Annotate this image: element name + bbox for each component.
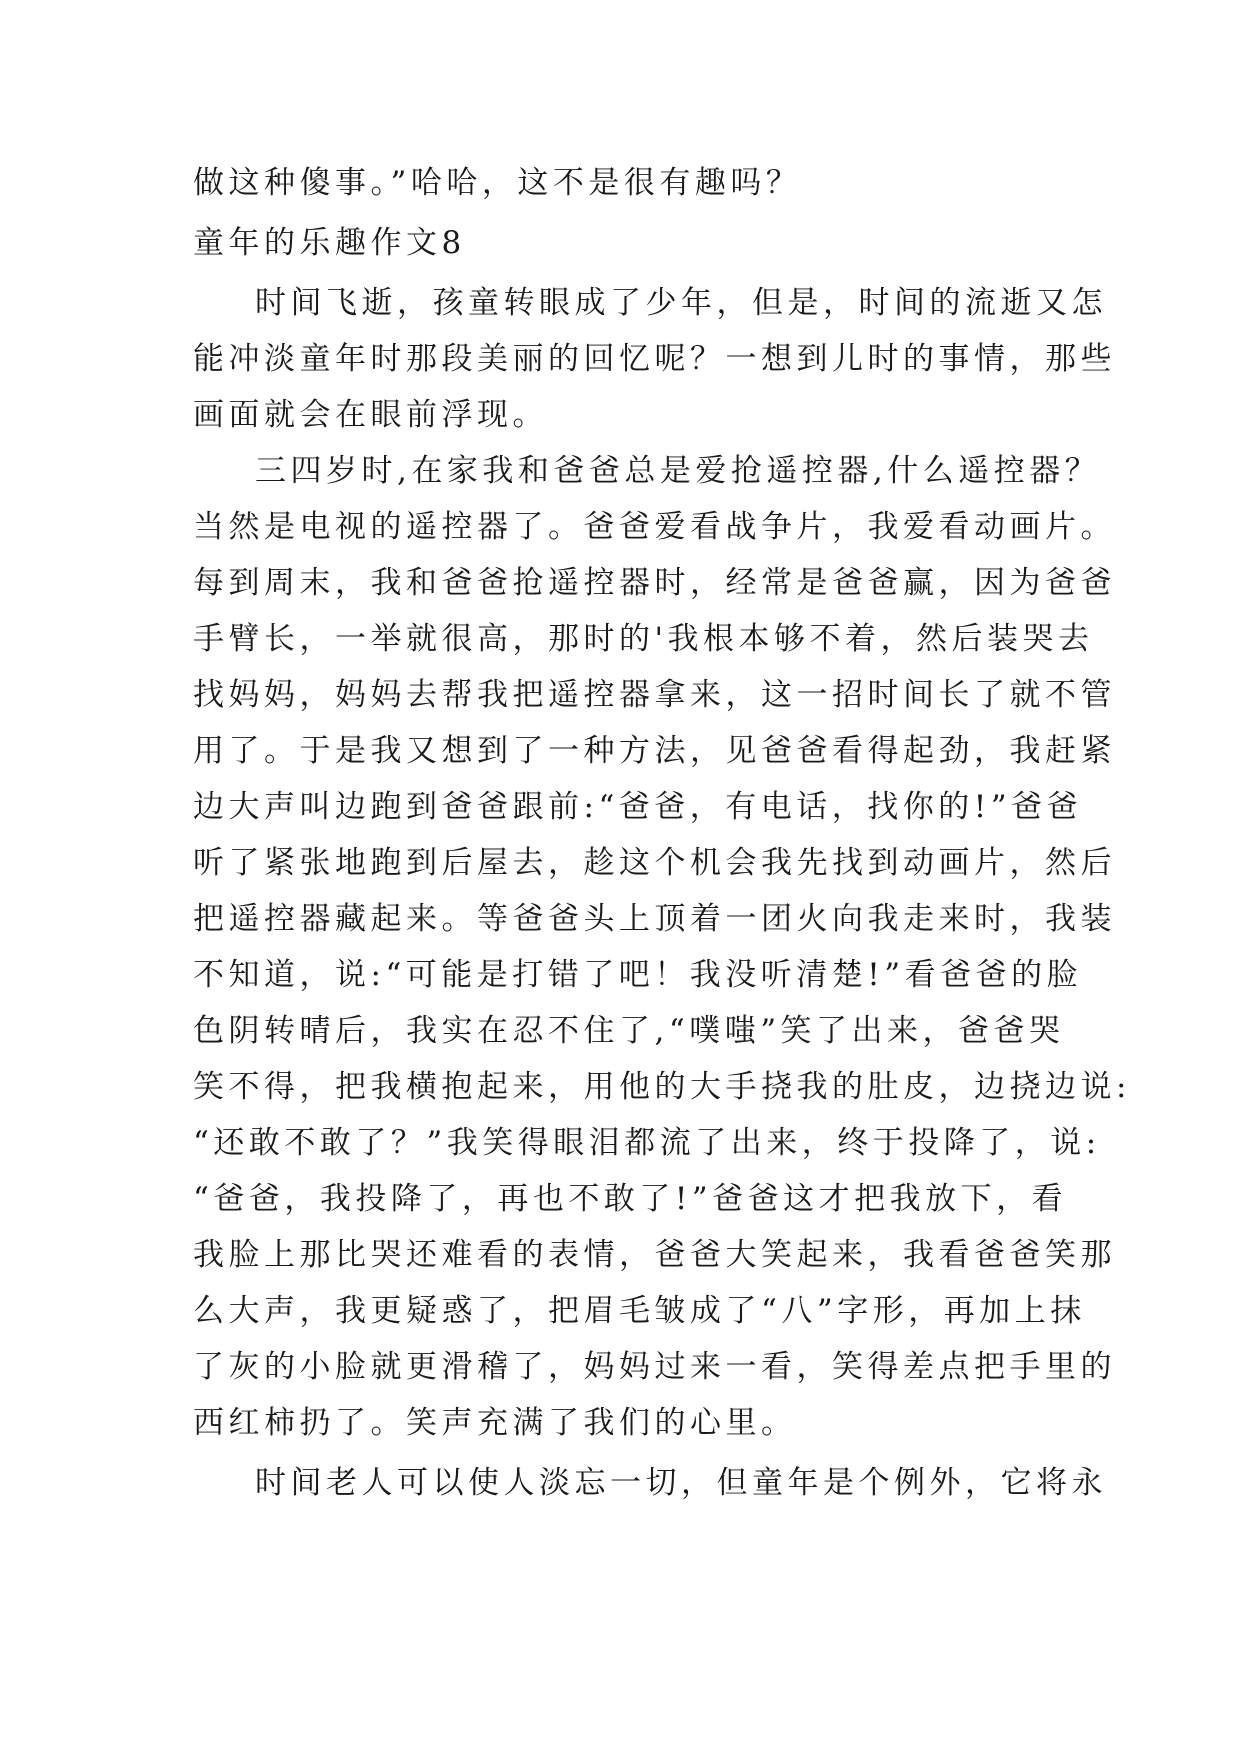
paragraph-line: 画面就会在眼前浮现。 xyxy=(193,397,548,433)
paragraph-line: 边大声叫边跑到爸爸跟前:“爸爸，有电话，找你的!”爸爸 xyxy=(193,789,1083,825)
paragraph-line: 能冲淡童年时那段美丽的回忆呢？一想到儿时的事情，那些 xyxy=(193,341,1116,377)
paragraph-line: 手臂长，一举就很高，那时的'我根本够不着，然后装哭去 xyxy=(193,621,1094,657)
paragraph-line: 用了。于是我又想到了一种方法，见爸爸看得起劲，我赶紧 xyxy=(193,733,1116,769)
paragraph-line: 不知道，说:“可能是打错了吧！我没听清楚!”看爸爸的脸 xyxy=(193,957,1083,993)
paragraph-line: 听了紧张地跑到后屋去，趁这个机会我先找到动画片，然后 xyxy=(193,845,1116,881)
paragraph-line: 了灰的小脸就更滑稽了，妈妈过来一看，笑得差点把手里的 xyxy=(193,1349,1116,1385)
paragraph-line: 色阴转晴后，我实在忍不住了,“噗嗤”笑了出来，爸爸哭 xyxy=(193,1013,1065,1049)
paragraph-line: 西红柿扔了。笑声充满了我们的心里。 xyxy=(193,1405,797,1441)
paragraph-line: 找妈妈，妈妈去帮我把遥控器拿来，这一招时间长了就不管 xyxy=(193,677,1116,713)
paragraph-line: 每到周末，我和爸爸抢遥控器时，经常是爸爸赢，因为爸爸 xyxy=(193,565,1116,601)
paragraph-line: “爸爸，我投降了，再也不敢了!”爸爸这才把我放下，看 xyxy=(193,1181,1068,1217)
paragraph-line: 把遥控器藏起来。等爸爸头上顶着一团火向我走来时，我装 xyxy=(193,901,1116,937)
section-heading: 童年的乐趣作文8 xyxy=(193,225,466,261)
paragraph-line: 时间飞逝，孩童转眼成了少年，但是，时间的流逝又怎 xyxy=(255,285,1107,321)
paragraph-line: 么大声，我更疑惑了，把眉毛皱成了“八”字形，再加上抹 xyxy=(193,1293,1086,1329)
paragraph-line: 我脸上那比哭还难看的表情，爸爸大笑起来，我看爸爸笑那 xyxy=(193,1237,1116,1273)
text-line: 做这种傻事。”哈哈，这不是很有趣吗？ xyxy=(193,165,802,201)
paragraph-line: 三四岁时,在家我和爸爸总是爱抢遥控器,什么遥控器？ xyxy=(255,453,1101,489)
paragraph-line: 时间老人可以使人淡忘一切，但童年是个例外，它将永 xyxy=(255,1465,1107,1501)
paragraph-line: 笑不得，把我横抱起来，用他的大手挠我的肚皮，边挠边说: xyxy=(193,1069,1131,1105)
paragraph-line: “还敢不敢了？”我笑得眼泪都流了出来，终于投降了，说: xyxy=(193,1125,1101,1161)
paragraph-line: 当然是电视的遥控器了。爸爸爱看战争片，我爱看动画片。 xyxy=(193,509,1116,545)
